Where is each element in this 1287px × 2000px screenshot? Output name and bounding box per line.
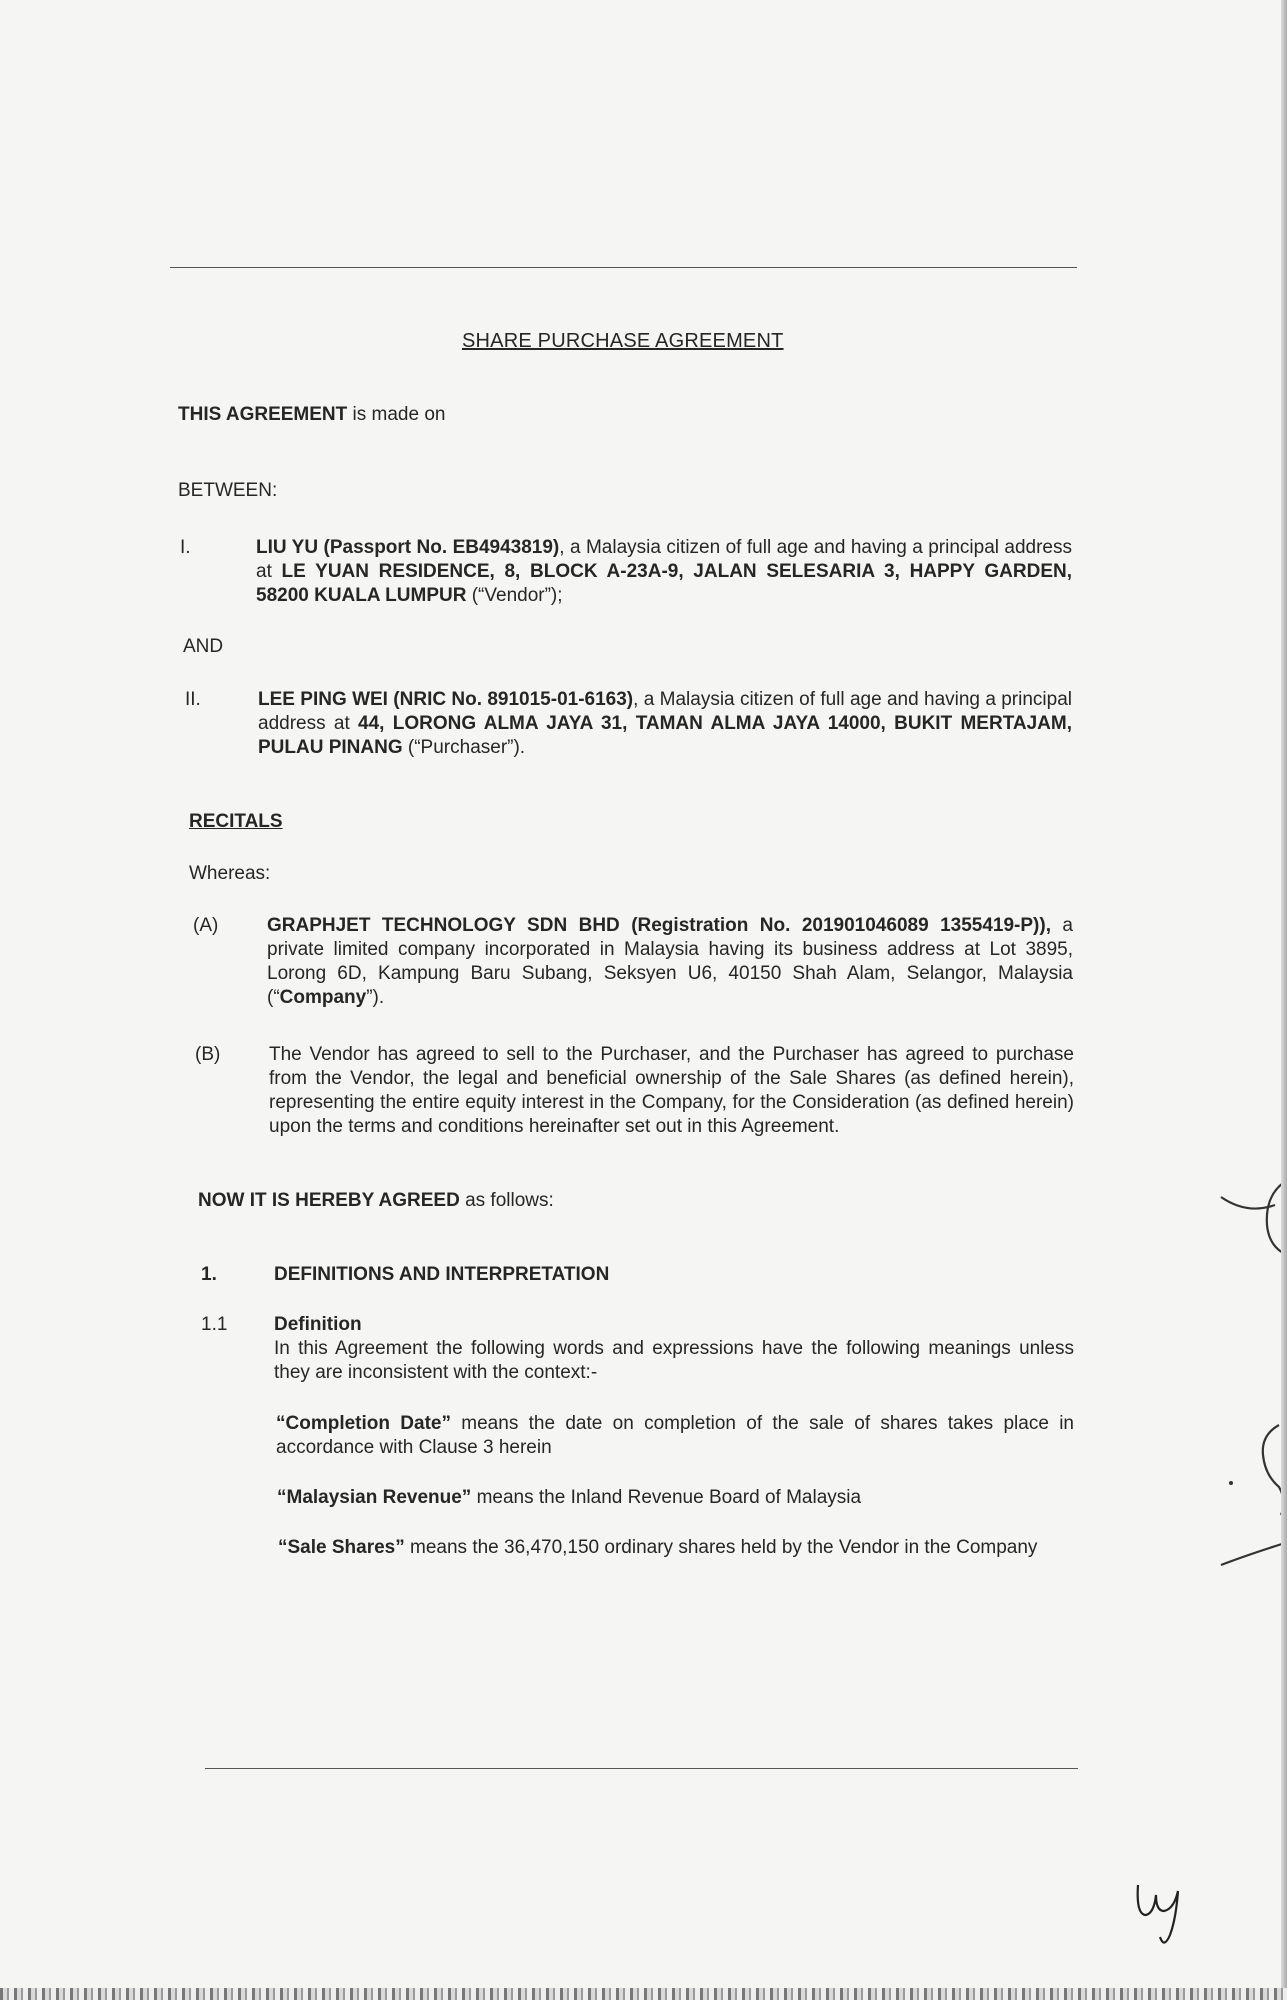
footer-rule xyxy=(205,1768,1078,1769)
agreed-rest: as follows: xyxy=(459,1190,554,1211)
definition-text: means the date on completion of the sale of shares takes place in accordance with Clause 3 herein xyxy=(276,1413,1075,1458)
definition-term: “Sale Shares” xyxy=(278,1537,405,1558)
stacked-pages-edge xyxy=(0,1988,1287,2000)
initials-signature xyxy=(1130,1875,1200,1955)
document-title: SHARE PURCHASE AGREEMENT xyxy=(462,330,784,352)
clause-1-1-number: 1.1 xyxy=(201,1314,228,1335)
recital-a-name: GRAPHJET TECHNOLOGY SDN BHD (Registration No. 201901046089 1355419-P)), xyxy=(267,915,1051,936)
recital-a-defined: Company xyxy=(279,987,367,1008)
definition-malaysian-revenue xyxy=(277,1486,1074,1510)
intro-bold: THIS AGREEMENT xyxy=(178,404,348,425)
party-1-role: (“Vendor”); xyxy=(466,585,563,606)
party-2-name: LEE PING WEI (NRIC No. 891015-01-6163) xyxy=(258,689,634,710)
header-rule xyxy=(170,267,1077,268)
agreed-line xyxy=(198,1189,798,1213)
section-1-number: 1. xyxy=(201,1264,217,1285)
and-label: AND xyxy=(183,636,224,657)
party-1-name: LIU YU (Passport No. EB4943819) xyxy=(256,537,560,558)
party-2-numeral: II. xyxy=(185,689,201,710)
definition-text: means the 36,470,150 ordinary shares held by the Vendor in the Company xyxy=(404,1537,1038,1558)
clause-1-1-text: In this Agreement the following words and expressions have the following meanings unless they are inconsistent with the context:- xyxy=(274,1338,1074,1383)
recital-a-end: ”). xyxy=(366,987,385,1008)
definition-completion-date xyxy=(276,1412,1074,1460)
definition-sale-shares xyxy=(278,1536,1074,1560)
definition-term: “Completion Date” xyxy=(276,1413,451,1434)
party-2-text xyxy=(258,688,1072,760)
recital-b-text: The Vendor has agreed to sell to the Purchaser, and the Purchaser has agreed to purchase from the Vendor, the legal and beneficial ownership of the Sale Shares (as defined herein), representing the entire equity interest in the Company, for the Consideration (as defined herein) upon the terms and conditions hereinafter set out in this Agreement. xyxy=(269,1044,1074,1137)
recitals-heading: RECITALS xyxy=(189,811,283,832)
clause-1-1-heading: Definition xyxy=(274,1314,362,1335)
definition-term: “Malaysian Revenue” xyxy=(277,1487,472,1508)
party-2-role: (“Purchaser”). xyxy=(402,737,526,758)
party-1-numeral: I. xyxy=(180,537,191,558)
recital-b-label: (B) xyxy=(195,1044,221,1065)
recital-a-label: (A) xyxy=(193,915,219,936)
between-label: BETWEEN: xyxy=(178,480,278,501)
signature-mark-top xyxy=(1217,1175,1287,1265)
definition-text: means the Inland Revenue Board of Malaysia xyxy=(471,1487,862,1508)
intro-line xyxy=(178,403,778,427)
party-1-text xyxy=(256,536,1072,608)
party-2-mid: , a Malaysia citizen of full age and having a principal address at xyxy=(258,689,1072,734)
section-1-heading: DEFINITIONS AND INTERPRETATION xyxy=(274,1264,610,1285)
party-2-address: 44, LORONG ALMA JAYA 31, TAMAN ALMA JAYA 14000, BUKIT MERTAJAM, PULAU PINANG xyxy=(258,713,1073,758)
page-edge xyxy=(1281,0,1287,2000)
whereas-label: Whereas: xyxy=(189,863,271,884)
agreed-bold: NOW IT IS HEREBY AGREED xyxy=(198,1190,460,1211)
intro-rest: is made on xyxy=(347,404,446,425)
party-1-address: LE YUAN RESIDENCE, 8, BLOCK A-23A-9, JALAN SELESARIA 3, HAPPY GARDEN, 58200 KUALA LUMPUR xyxy=(256,561,1072,606)
signature-mark-bottom xyxy=(1217,1415,1287,1575)
recital-a-text xyxy=(267,914,1073,1010)
recital-a-body: a private limited company incorporated in Malaysia having its business address at Lot 3895, Lorong 6D, Kampung Baru Subang, Seksyen U6, 40150 Shah Alam, Selangor, Malaysia (“ xyxy=(267,915,1073,1008)
party-1-mid: , a Malaysia citizen of full age and having a principal address at xyxy=(256,537,1072,582)
